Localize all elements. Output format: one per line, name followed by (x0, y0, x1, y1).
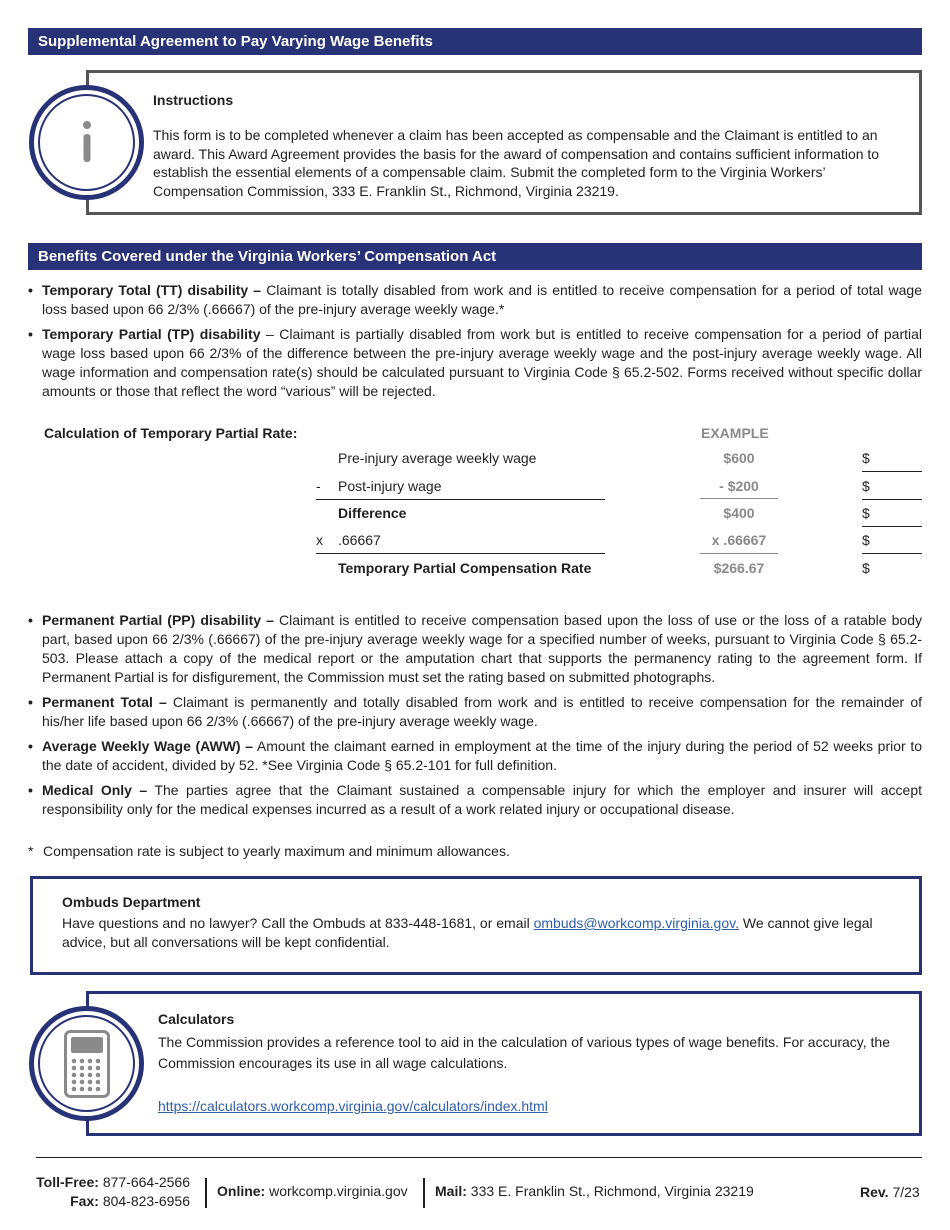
calculators-title: Calculators (158, 1011, 235, 1027)
instructions-title: Instructions (153, 92, 234, 108)
calculators-link[interactable]: https://calculators.workcomp.virginia.gov/calculators/index.html (158, 1098, 548, 1114)
website-link[interactable]: workcomp.virginia.gov (269, 1183, 408, 1199)
list-item: • Permanent Total – Claimant is permanently and totally disabled from work and is entitled to receive compensation for the remainder of his/her life based upon 66 2/3% (.66667) of the pre-injury average weekly wage. (28, 693, 922, 731)
calculators-link-wrap (158, 1097, 548, 1116)
calc-row-difference: Difference $400 $ (316, 499, 922, 526)
list-item: • Medical Only – The parties agree that the Claimant sustained a compensable injury for which the employer and insurer will accept responsibility only for the medical expenses incurred as a result of a work related injury or occupational disease. (28, 781, 922, 819)
list-item: • Average Weekly Wage (AWW) – Amount the claimant earned in employment at the time of the injury during the period of 52 weeks prior to the date of accident, divided by 52. *See Virginia Code § 65.2-101 for full definition. (28, 737, 922, 775)
section-title: Benefits Covered under the Virginia Workers’ Compensation Act (38, 248, 497, 265)
example-header: EXAMPLE (701, 425, 769, 441)
calc-row-postinjury: - Post-injury wage - $200 $ (316, 472, 922, 499)
amount-field[interactable]: $ (862, 532, 870, 548)
section-title: Supplemental Agreement to Pay Varying Wage Benefits (38, 33, 433, 50)
calc-row-tp-rate: Temporary Partial Compensation Rate $266.67 $ (316, 554, 922, 581)
footer-separator (205, 1178, 207, 1208)
footer-divider (36, 1157, 922, 1158)
benefits-list-top (28, 281, 922, 407)
calculator-icon (29, 1006, 144, 1121)
calc-row-preinjury: Pre-injury average weekly wage $600 $ (316, 444, 922, 471)
list-item: • Permanent Partial (PP) disability – Claimant is entitled to receive compensation based upon the loss of use or the loss of a ratable body part, based upon 66 2/3% (.66667) of the pre-injury average weekly wage for a specified number of weeks, pursuant to Virginia Code § 65.2-503. Please attach a copy of the medical report or the amputation chart that supports the permanency rating to the agreement form. If Permanent Partial is for disfigurement, the Commission must set the rating based on submitted photographs. (28, 611, 922, 687)
ombuds-email-link[interactable]: ombuds@workcomp.virginia.gov. (533, 915, 739, 931)
section-header-supplemental (28, 28, 922, 55)
footnote: * Compensation rate is subject to yearly maximum and minimum allowances. (28, 843, 510, 859)
list-item: • Temporary Partial (TP) disability – Claimant is partially disabled from work but is entitled to receive compensation for a period of partial wage loss based upon 66 2/3% of the difference between the pre-injury average weekly wage and the post-injury average weekly wage. All wage information and compensation rate(s) should be calculated pursuant to Virginia Code § 65.2-502. Forms received without specific dollar amounts or those that reflect the word “various” will be rejected. (28, 325, 922, 401)
amount-field[interactable]: $ (862, 450, 870, 466)
info-icon (29, 85, 144, 200)
calc-title: Calculation of Temporary Partial Rate: (44, 425, 298, 441)
ombuds-title: Ombuds Department (62, 894, 201, 910)
footer-revision: Rev. 7/23 (860, 1184, 920, 1200)
footer-mail: Mail: 333 E. Franklin St., Richmond, Virginia 23219 (435, 1183, 754, 1199)
amount-field[interactable]: $ (862, 560, 870, 576)
ombuds-text: Have questions and no lawyer? Call the Ombuds at 833-448-1681, or email ombuds@workcomp.virginia.gov. We cannot give legal advice, but all conversations will be kept confidential. (62, 915, 873, 950)
footer-separator (423, 1178, 425, 1208)
list-item: • Temporary Total (TT) disability – Claimant is totally disabled from work and is entitled to receive compensation for a period of total wage loss based upon 66 2/3% (.66667) of the pre-injury average weekly wage.* (28, 281, 922, 319)
calculators-text: The Commission provides a reference tool to aid in the calculation of various types of wage benefits. For accuracy, the Commission encourages its use in all wage calculations. (158, 1034, 890, 1071)
amount-field[interactable]: $ (862, 478, 870, 494)
section-header-benefits (28, 243, 922, 270)
instructions-text: This form is to be completed whenever a claim has been accepted as compensable and the Claimant is entitled to an award. This Award Agreement provides the basis for the award of compensation and contains sufficient information to establish the essential elements of a compensable claim. Submit the completed form to the Virginia Workers’ Compensation Commission, 333 E. Franklin St., Richmond, Virginia 23219. (153, 127, 880, 199)
amount-field[interactable]: $ (862, 505, 870, 521)
calc-row-multiplier: x .66667 x .66667 $ (316, 526, 922, 553)
benefits-list-bottom (28, 611, 922, 825)
footer-online: Online: workcomp.virginia.gov (217, 1183, 408, 1199)
footer-contact: Toll-Free: 877-664-2566 Fax: 804-823-6956 (36, 1174, 190, 1209)
